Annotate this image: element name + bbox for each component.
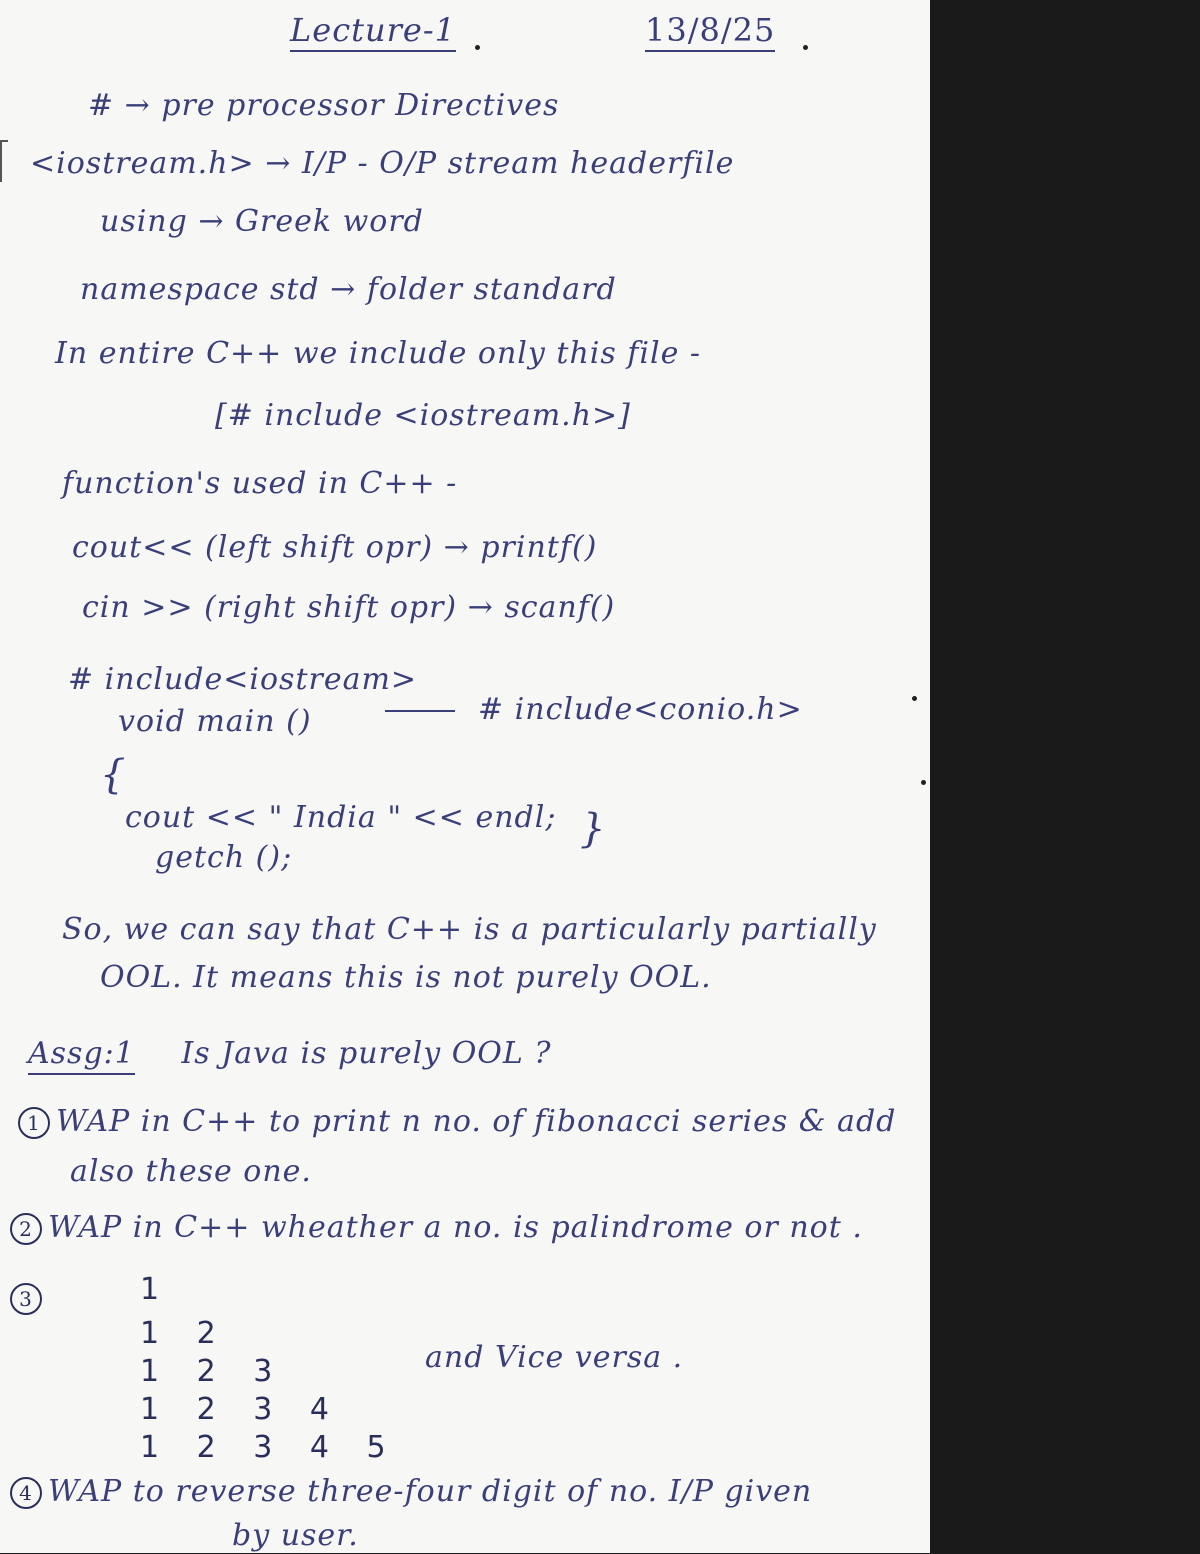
task-2-number: 2 xyxy=(10,1213,42,1245)
dot-mark xyxy=(921,780,926,785)
note-line-6: [# include <iostream.h>] xyxy=(215,398,631,433)
task-4-cont: by user. xyxy=(232,1518,359,1553)
lecture-date: 13/8/25 xyxy=(645,12,775,52)
note-line-2: <iostream.h> → I/P - O/P stream headerfile xyxy=(30,146,735,181)
assignment-question xyxy=(28,1036,551,1072)
task-4-text: WAP to reverse three-four digit of no. I/P given xyxy=(48,1474,813,1509)
task-2 xyxy=(10,1210,863,1246)
arrow-line xyxy=(385,710,455,712)
note-line-3: using → Greek word xyxy=(100,204,424,239)
task-1-cont: also these one. xyxy=(70,1154,312,1189)
page-edge-mark xyxy=(0,140,8,182)
code-include: # include<iostream> xyxy=(68,662,418,697)
dot-mark xyxy=(475,45,480,50)
assignment-label: Assg:1 xyxy=(28,1036,135,1075)
dot-mark xyxy=(912,696,917,701)
task-4-number: 4 xyxy=(10,1477,42,1509)
code-cout: cout << " India " << endl; xyxy=(125,800,557,835)
assignment-text: Is Java is purely OOL ? xyxy=(181,1036,552,1071)
task-1 xyxy=(18,1104,896,1140)
code-getch: getch (); xyxy=(155,840,293,875)
dot-mark xyxy=(803,45,808,50)
task-3-number: 3 xyxy=(10,1283,42,1315)
task-1-number: 1 xyxy=(18,1107,50,1139)
pattern-row-4: 1 2 3 4 xyxy=(140,1392,343,1427)
note-line-7: function's used in C++ - xyxy=(62,466,458,501)
close-brace: } xyxy=(580,806,606,852)
lecture-title: Lecture-1 xyxy=(290,12,456,52)
note-line-11: OOL. It means this is not purely OOL. xyxy=(100,960,712,995)
pattern-row-5: 1 2 3 4 5 xyxy=(140,1430,400,1465)
pattern-note: and Vice versa . xyxy=(425,1340,684,1375)
pattern-row-3: 1 2 3 xyxy=(140,1354,287,1389)
open-brace: { xyxy=(100,752,126,798)
task-1-text: WAP in C++ to print n no. of fibonacci series & add xyxy=(56,1104,897,1139)
note-line-9: cin >> (right shift opr) → scanf() xyxy=(82,590,616,625)
note-line-4: namespace std → folder standard xyxy=(80,272,617,307)
code-include-conio: # include<conio.h> xyxy=(478,692,803,727)
note-line-10: So, we can say that C++ is a particularly partially xyxy=(62,912,877,947)
task-4 xyxy=(10,1474,812,1510)
task-3 xyxy=(10,1280,48,1316)
pattern-row-1: 1 xyxy=(140,1272,174,1307)
note-line-8: cout<< (left shift opr) → printf() xyxy=(72,530,598,565)
pattern-row-2: 1 2 xyxy=(140,1316,230,1351)
task-2-text: WAP in C++ wheather a no. is palindrome or not . xyxy=(48,1210,863,1245)
note-line-1: # → pre processor Directives xyxy=(88,88,560,123)
note-line-5: In entire C++ we include only this file - xyxy=(55,336,702,371)
code-main: void main () xyxy=(118,704,312,739)
